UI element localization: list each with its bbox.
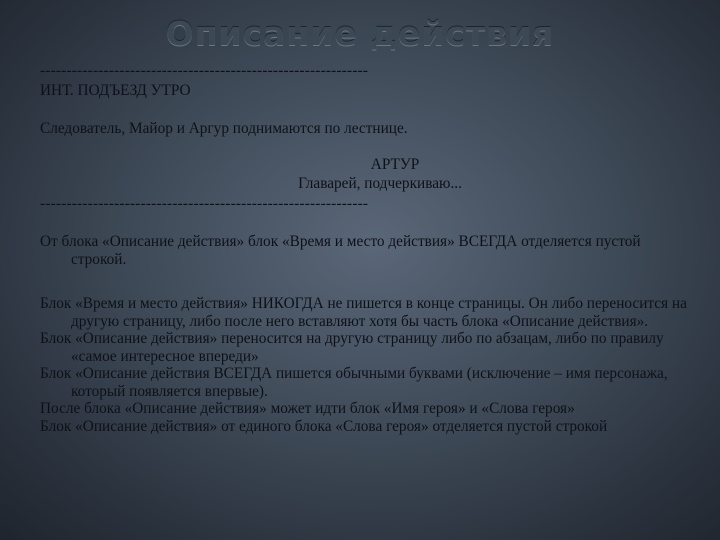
slide-body xyxy=(40,62,695,435)
slide-title: Описание действия xyxy=(165,14,555,53)
separator-bottom: -------------------------------------------------------------- xyxy=(40,194,369,212)
separator-top: -------------------------------------------------------------- xyxy=(40,62,369,79)
rule-paragraph-1: От блока «Описание действия» блок «Время и место действия» ВСЕГДА отделяется пустой строкой. xyxy=(40,233,641,268)
action-line: Следователь, Майор и Аргур поднимаются по лестнице. xyxy=(40,120,408,137)
rule-paragraph-2: Блок «Время и место действия» НИКОГДА не пишется в конце страницы. Он либо переносится на другую страницу, либо после него вставляют хотя бы часть блока «Описание действия». xyxy=(40,295,687,330)
rule-paragraph-5: После блока «Описание действия» может идти блок «Имя героя» и «Слова героя» xyxy=(40,400,575,417)
rule-paragraph-6: Блок «Описание действия» от единого блока «Слова героя» отделяется пустой строкой xyxy=(40,417,608,435)
character-name: АРТУР xyxy=(370,155,420,173)
scene-heading: ИНТ. ПОДЪЕЗД УТРО xyxy=(40,81,191,99)
dialogue-line: Главарей, подчеркиваю... xyxy=(298,175,462,192)
rule-paragraph-4: Блок «Описание действия ВСЕГДА пишется обычными буквами (исключение – имя персонажа, который появляется впервые). xyxy=(40,365,668,400)
rule-paragraph-3: Блок «Описание действия» переносится на другую страницу либо по абзацам, либо по правилу «самое интересное впереди» xyxy=(40,330,664,365)
